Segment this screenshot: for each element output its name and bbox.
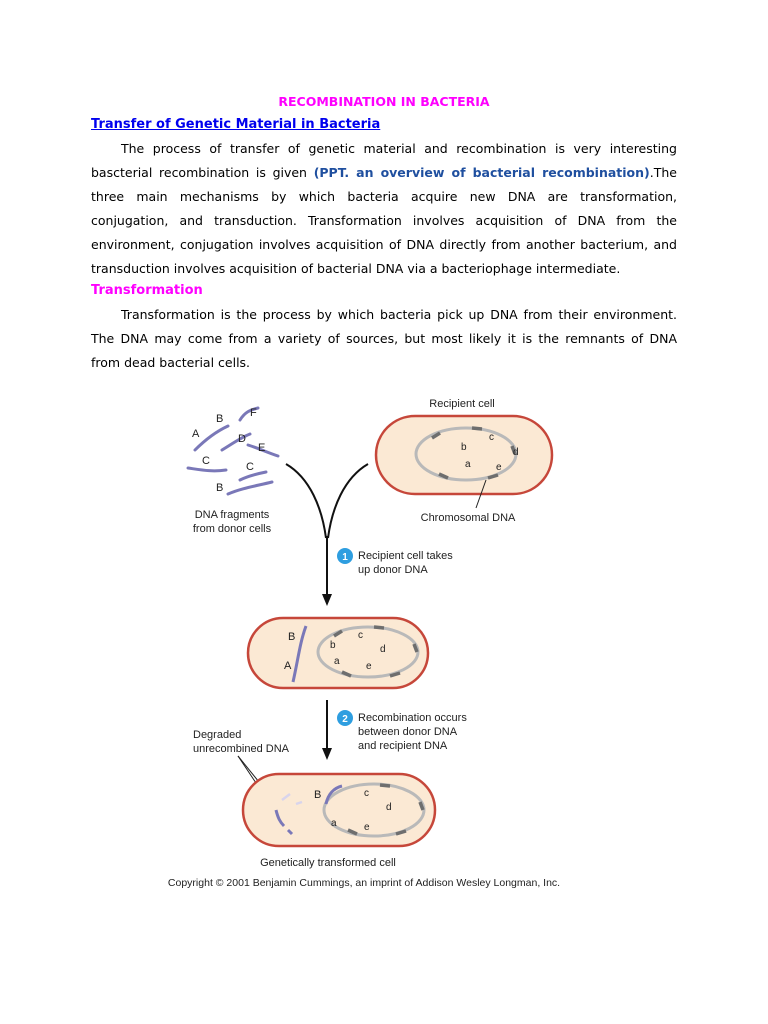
fragments-label: from donor cells <box>192 523 272 535</box>
paragraph-line: bascterial recombination is given (PPT. an overview of bacterial recombination).The <box>91 165 677 180</box>
transformation-paragraph <box>91 303 677 375</box>
cell-with-donor-dna <box>248 618 428 688</box>
fragment-letter: F <box>250 407 257 419</box>
gene-letter: b <box>330 640 336 651</box>
dna-fragment <box>240 472 266 480</box>
fragments-label: DNA fragments <box>194 509 270 521</box>
step1-number: 1 <box>342 552 348 563</box>
paragraph-line: Transformation is the process by which bacteria pick up DNA from their environment. <box>121 307 677 322</box>
fragment-letter: A <box>192 428 200 440</box>
fragment-letter: B <box>216 413 224 425</box>
donor-letter: A <box>284 660 292 672</box>
dna-fragment <box>228 482 272 494</box>
paragraph-line: The DNA may come from a variety of sources, but most likely it is the remnants of DNA <box>91 331 677 346</box>
degraded-dna-label: unrecombined DNA <box>193 743 289 755</box>
fragment-letter: C <box>202 455 210 467</box>
gene-letter: c <box>364 788 369 799</box>
recipient-cell-label: Recipient cell <box>429 398 495 410</box>
degraded-dna-label: Degraded <box>193 729 242 741</box>
step2-text: and recipient DNA <box>358 740 448 752</box>
transformation-diagram <box>150 390 590 895</box>
arrow-head-icon <box>322 748 332 760</box>
gene-mark <box>380 785 390 786</box>
gene-letter: a <box>465 459 471 470</box>
dna-fragment <box>195 426 228 450</box>
gene-letter: B <box>314 789 322 801</box>
gene-letter: d <box>386 802 392 813</box>
merge-arrow-right <box>328 464 368 538</box>
dna-fragment <box>188 468 226 471</box>
fragment-letters <box>192 407 265 494</box>
gene-letter: e <box>366 661 372 672</box>
paragraph-line: The process of transfer of genetic material and recombination is very interesting <box>121 141 677 156</box>
paragraph-line: environment, conjugation involves acquisition of DNA directly from another bacterium, and <box>91 237 677 252</box>
gene-letter: c <box>358 630 363 641</box>
ppt-reference-link[interactable]: (PPT. an overview of bacterial recombination) <box>313 165 650 180</box>
transformed-cell <box>243 774 435 846</box>
gene-mark <box>374 627 384 628</box>
gene-letter: c <box>489 432 494 443</box>
fragment-letter: C <box>246 461 254 473</box>
chromosomal-dna-label: Chromosomal DNA <box>420 512 516 524</box>
section-heading-transformation: Transformation <box>91 283 203 298</box>
fragment-letter: E <box>258 442 266 454</box>
paragraph-line: conjugation, and transduction. Transformation involves acquisition of DNA from the <box>91 213 677 228</box>
gene-letter: e <box>496 462 502 473</box>
step1-text: Recipient cell takes <box>358 550 453 562</box>
paragraph-line: transduction involves acquisition of bacterial DNA via a bacteriophage intermediate. <box>91 261 621 276</box>
gene-mark <box>472 428 482 429</box>
copyright-notice: Copyright © 2001 Benjamin Cummings, an imprint of Addison Wesley Longman, Inc. <box>167 877 561 889</box>
fragment-letter: B <box>216 482 224 494</box>
gene-letter: e <box>364 822 370 833</box>
step2-text: Recombination occurs <box>358 712 467 724</box>
intro-paragraph <box>91 137 677 281</box>
paragraph-line: from dead bacterial cells. <box>91 355 251 370</box>
subheading-link[interactable]: Transfer of Genetic Material in Bacteria <box>91 117 381 132</box>
document-title: RECOMBINATION IN BACTERIA <box>278 94 490 109</box>
paragraph-line: three main mechanisms by which bacteria acquire new DNA are transformation, <box>91 189 677 204</box>
fragment-letter: D <box>238 433 246 445</box>
step2-number: 2 <box>342 714 348 725</box>
step2-text: between donor DNA <box>358 726 458 738</box>
merge-arrow-left <box>286 464 326 538</box>
step1-text: up donor DNA <box>358 564 428 576</box>
gene-letter: a <box>334 656 340 667</box>
gene-letter: d <box>513 447 519 458</box>
transformed-cell-label: Genetically transformed cell <box>260 857 396 869</box>
gene-letter: a <box>331 818 337 829</box>
arrow-head-icon <box>322 594 332 606</box>
gene-letter: d <box>380 644 386 655</box>
gene-letter: b <box>461 442 467 453</box>
donor-letter: B <box>288 631 296 643</box>
